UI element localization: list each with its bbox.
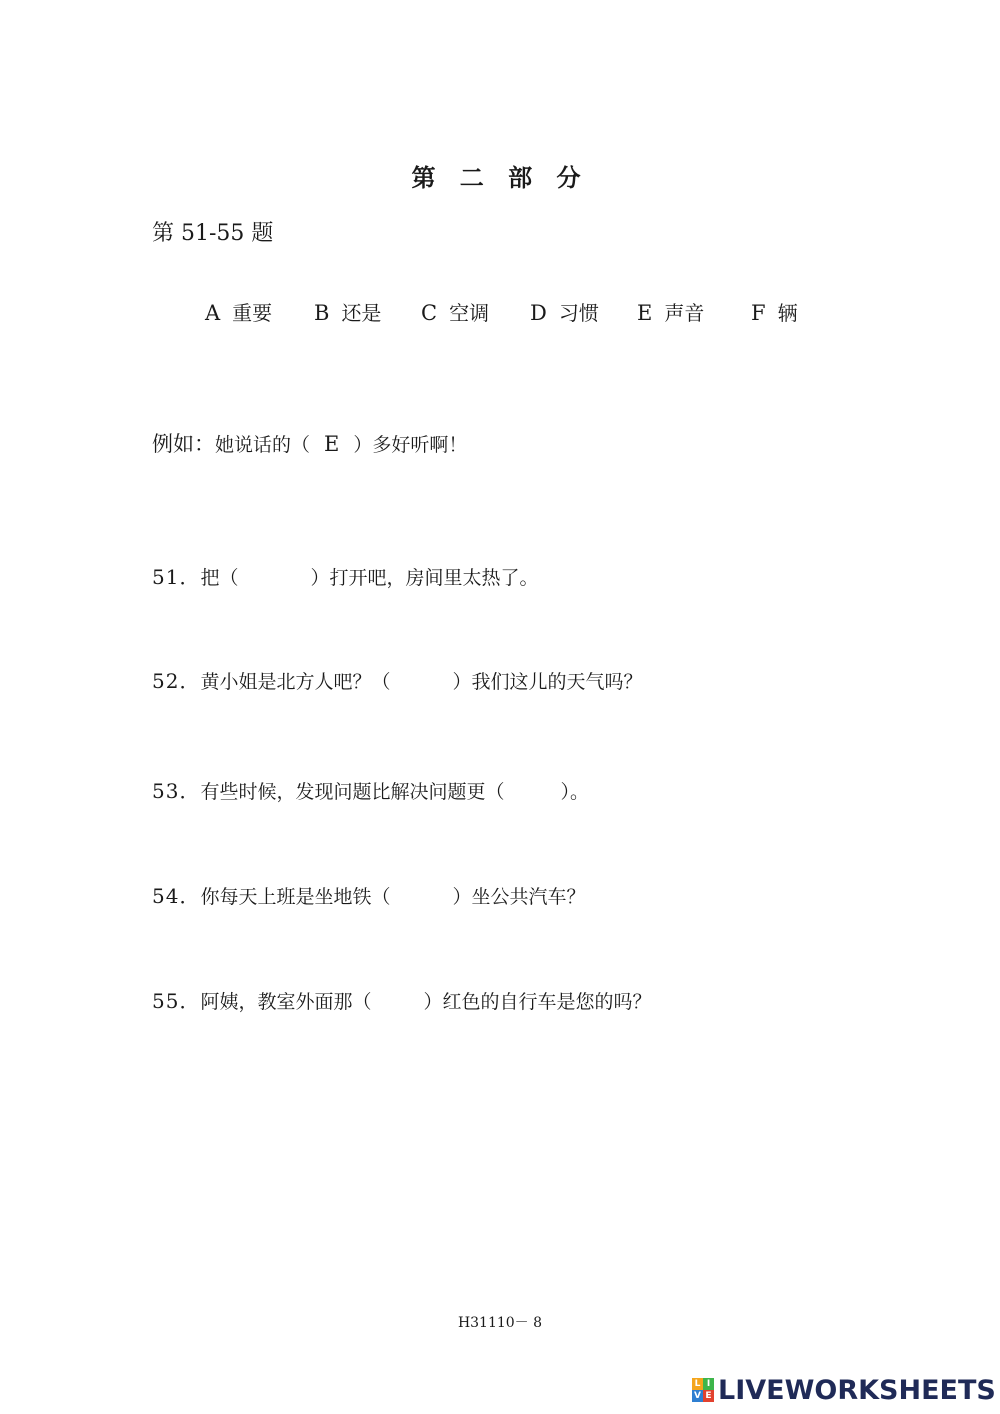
question-51: [152, 561, 538, 590]
logo-cell: L: [692, 1378, 703, 1390]
question-text-before: 把（: [200, 567, 239, 589]
question-52: [152, 665, 642, 694]
example-label: 例如：: [152, 432, 215, 456]
example-text-before: 她说话的（: [215, 434, 311, 456]
question-text-after: ）坐公共汽车？: [452, 886, 586, 908]
question-number: 51．: [152, 565, 201, 589]
question-number: 53．: [152, 779, 201, 803]
question-text-before: 有些时候，发现问题比解决问题更（: [200, 781, 505, 803]
option-word: 辆: [777, 301, 798, 325]
question-text-before: 黄小姐是北方人吧？（: [200, 671, 391, 693]
question-number: 54．: [152, 884, 201, 908]
question-text-before: 你每天上班是坐地铁（: [200, 886, 391, 908]
liveworksheets-logo-icon: [692, 1378, 714, 1402]
question-number: 52．: [152, 669, 201, 693]
option-d: [530, 297, 599, 326]
logo-cell: V: [692, 1390, 703, 1402]
question-53: [152, 775, 589, 804]
page-footer-code: H31110－ 8: [457, 1315, 543, 1331]
option-a: [205, 297, 272, 326]
option-word: 声音: [664, 301, 705, 325]
option-letter: B: [314, 301, 330, 325]
option-letter: F: [751, 301, 766, 325]
question-range-heading: 第 51-55 题: [152, 221, 274, 246]
example-answer: E: [324, 432, 340, 456]
question-number: 55．: [152, 989, 201, 1013]
logo-cell: I: [703, 1378, 714, 1390]
option-letter: A: [205, 301, 221, 325]
option-word: 重要: [232, 301, 273, 325]
liveworksheets-brand: [692, 1372, 996, 1408]
option-c: [421, 297, 489, 326]
option-f: [751, 297, 798, 326]
option-word: 习惯: [558, 301, 599, 325]
option-b: [314, 297, 381, 326]
question-54: [152, 880, 585, 909]
option-letter: C: [421, 301, 438, 325]
option-word: 空调: [449, 301, 490, 325]
section-title: 第 二 部 分: [411, 164, 589, 192]
brand-name: LIVEWORKSHEETS: [718, 1374, 996, 1406]
example-text-after: ）多好听啊！: [353, 434, 468, 456]
question-55: [152, 985, 651, 1014]
option-e: [637, 297, 704, 326]
question-text-after: ）。: [560, 781, 589, 803]
option-word: 还是: [341, 301, 382, 325]
logo-cell: E: [703, 1390, 714, 1402]
option-letter: D: [530, 301, 547, 325]
question-text-after: ）红色的自行车是您的吗？: [423, 991, 652, 1013]
option-letter: E: [637, 301, 653, 325]
question-text-after: ）我们这儿的天气吗？: [452, 671, 643, 693]
example-sentence: [152, 428, 467, 458]
question-text-after: ）打开吧，房间里太热了。: [310, 567, 539, 589]
question-text-before: 阿姨，教室外面那（: [200, 991, 372, 1013]
